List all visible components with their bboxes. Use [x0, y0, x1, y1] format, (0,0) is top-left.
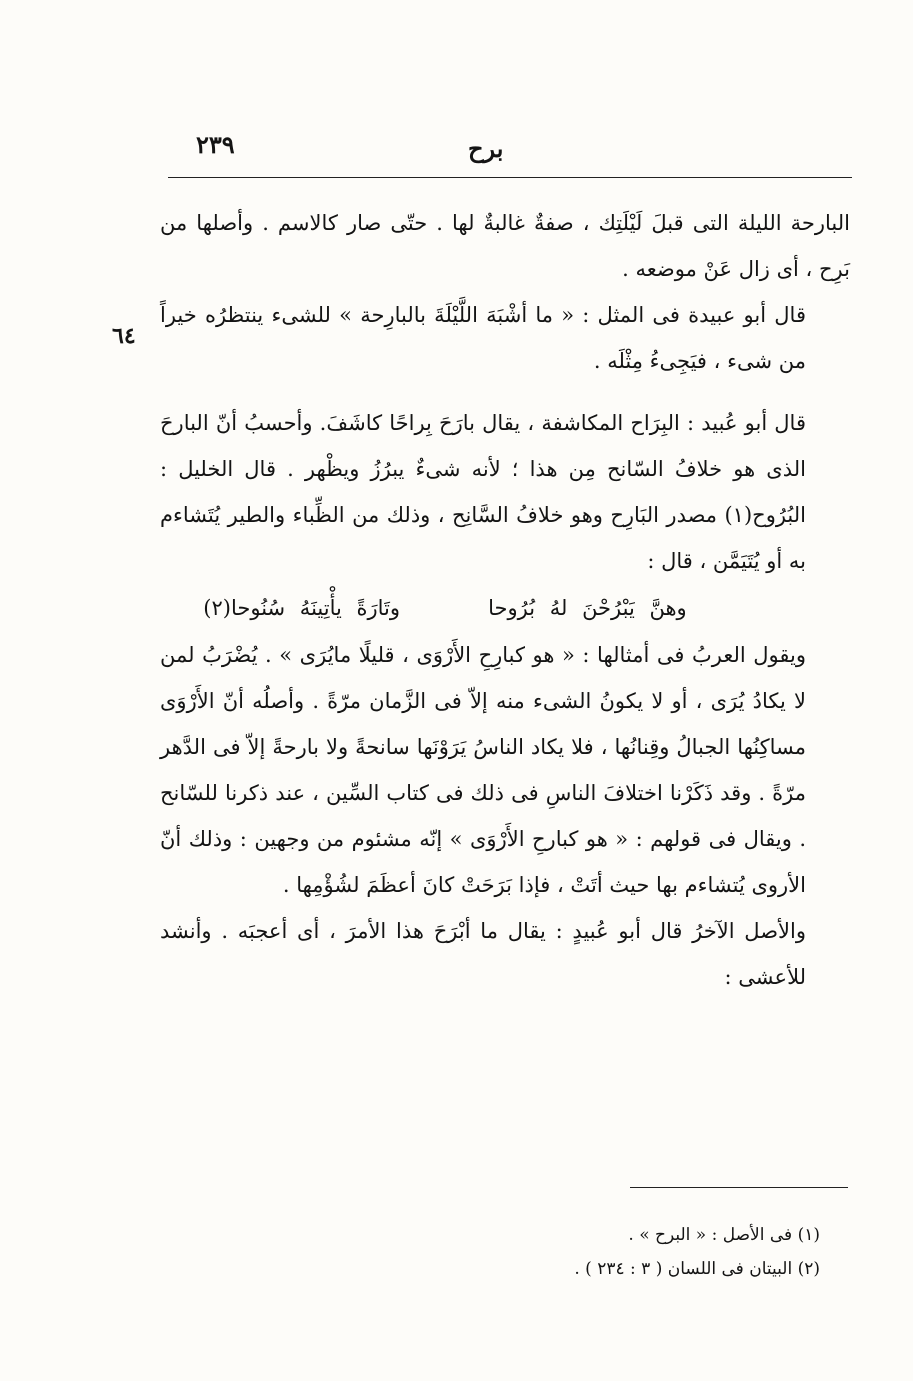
running-head: برح — [468, 134, 504, 163]
footnote-2: (٢) البيتان فى اللسان ( ٣ : ٢٣٤ ) . — [574, 1259, 820, 1279]
paragraph-1: البارحة الليلة التى قبلَ لَيْلَتِك ، صفةٌ غالبةٌ لها . حتّى صار كالاسم . وأصلها من بَرِح ، أى زال عَنْ موضعه . — [160, 211, 850, 281]
verse-hemistich-2: وتَارَةً يأْتِينَهُ سُنُوحا(٢) — [203, 596, 401, 620]
paragraph-3: قال أبو عُبيد : البِرَاح المكاشفة ، يقال بارَحَ بِراحًا كاشَفَ. وأحسبُ أنّ البارحَ الذى هو خلافُ السّانح مِن هذا ؛ لأنه شىءٌ يبرُزُ ويظْهر . قال الخليل : البُرُوح(١) مصدر البَارِح وهو خلافُ السَّانِح ، وذلك من الظِّباء والطير يُتَشاءم به أو يُتَيَمَّن ، قال : — [160, 411, 806, 573]
footnote-rule — [630, 1187, 848, 1188]
verse-hemistich-1: وهنَّ يَبْرُحْنَ لهُ بُرُوحا — [488, 596, 687, 620]
paragraph-2: قال أبو عبيدة فى المثل : « ما أشْبَهَ اللَّيْلَةَ بالبارِحة » للشىء ينتظرُه خيراً من شىء ، فيَجِىءُ مِثْلَه . — [160, 303, 806, 373]
footnotes — [400, 1218, 820, 1286]
page-header — [168, 128, 851, 174]
margin-number: ٦٤ — [112, 323, 136, 349]
paragraph-4: ويقول العربُ فى أمثالها : « هو كبارِحِ الأَرْوَى ، قليلًا مايُرَى » . يُضْرَبُ لمن لا يكادُ يُرَى ، أو لا يكونُ الشىء منه إلاّ فى الزَّمان مرّةً . وأصلُه أنّ الأَرْوَى مساكِنُها الجبالُ وقِنانُها ، فلا يكاد الناسُ يَرَوْنَها سانحةً ولا بارحةً إلاّ فى الدَّهر مرّةً . وقد ذَكَرْنا اختلافَ الناسِ فى ذلك فى كتاب السِّين ، عند ذكرنا للسّانح . ويقال فى قولهم : « هو كبارحِ الأَرْوَى » إنّه مشئوم من وجهين : وذلك أنّ الأروى يُتشاءم بها حيث أتَتْ ، فإذا بَرَحَتْ كانَ أعظَمَ لشُؤْمِها . — [160, 643, 806, 897]
page-number: ٢٣٩ — [196, 130, 235, 159]
verse-line — [160, 584, 850, 632]
paragraph-5: والأصل الآخرُ قال أبو عُبيدٍ : يقال ما أبْرَحَ هذا الأمرَ ، أى أعجبَه . وأنشد للأعشى : — [160, 919, 806, 989]
footnote-1: (١) فى الأصل : « البرح » . — [628, 1225, 820, 1245]
body-text — [160, 200, 850, 1000]
header-rule — [168, 177, 852, 178]
